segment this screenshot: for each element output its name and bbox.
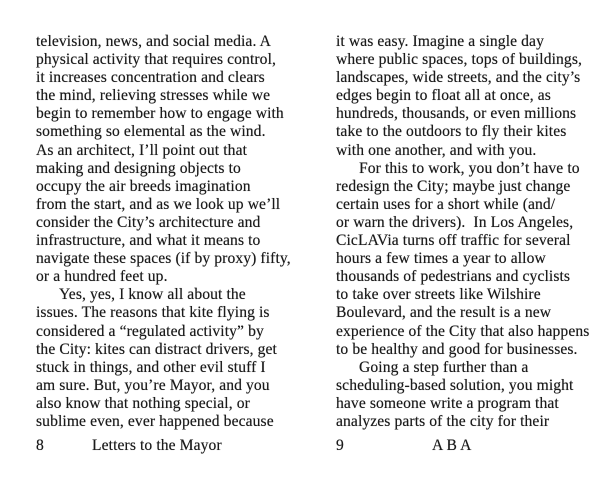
- text-line: analyzes parts of the city for their: [336, 412, 550, 430]
- text-line: stuck in things, and other evil stuff I: [36, 358, 266, 376]
- text-line: television, news, and social media. A: [36, 33, 271, 50]
- text-line: it increases concentration and clears: [36, 69, 265, 87]
- text-line: CicLAVia turns off traffic for several: [336, 232, 571, 250]
- left-page-number: 8: [36, 437, 44, 454]
- text-line: Going a step further than a: [359, 358, 529, 376]
- text-line: consider the City’s architecture and: [36, 213, 261, 231]
- text-line: have someone write a program that: [336, 394, 559, 412]
- text-line: hours a few times a year to allow: [336, 250, 546, 268]
- text-line: hundreds, thousands, or even millions: [336, 105, 577, 123]
- text-line: where public spaces, tops of buildings,: [336, 51, 582, 69]
- text-line: am sure. But, you’re Mayor, and you: [36, 376, 270, 394]
- text-line: or a hundred feet up.: [36, 268, 168, 286]
- text-line: certain uses for a short while (and/: [336, 195, 556, 213]
- text-line: to take over streets like Wilshire: [336, 286, 541, 304]
- right-page-text-column: [336, 33, 590, 431]
- left-page-text-column: [36, 33, 291, 431]
- right-running-title: A B A: [432, 437, 472, 454]
- text-line: landscapes, wide streets, and the city’s: [336, 69, 581, 87]
- text-line: sublime even, ever happened because: [36, 412, 274, 430]
- text-line: thousands of pedestrians and cyclists: [336, 268, 571, 286]
- text-line: edges begin to float all at once, as: [336, 87, 551, 105]
- text-line: something so elemental as the wind.: [36, 123, 266, 141]
- text-line: Yes, yes, I know all about the: [59, 286, 246, 304]
- text-line: redesign the City; maybe just change: [336, 177, 571, 195]
- text-line: occupy the air breeds imagination: [36, 177, 251, 195]
- text-line: issues. The reasons that kite flying is: [36, 304, 270, 322]
- text-line: with one another, and with you.: [336, 141, 537, 159]
- text-line: the City: kites can distract drivers, get: [36, 340, 277, 358]
- text-line: begin to remember how to engage with: [36, 105, 284, 123]
- text-line: For this to work, you don’t have to: [359, 159, 580, 177]
- left-running-title: Letters to the Mayor: [92, 437, 222, 454]
- text-line: or warn the drivers). In Los Angeles,: [336, 213, 574, 231]
- text-line: experience of the City that also happens: [336, 322, 590, 340]
- text-line: infrastructure, and what it means to: [36, 232, 261, 250]
- text-line: As an architect, I’ll point out that: [36, 141, 248, 159]
- text-line: the mind, relieving stresses while we: [36, 87, 271, 105]
- text-line: Boulevard, and the result is a new: [336, 304, 552, 322]
- text-line: also know that nothing special, or: [36, 394, 250, 412]
- text-line: physical activity that requires control,: [36, 51, 276, 69]
- text-line: take to the outdoors to fly their kites: [336, 123, 567, 141]
- text-line: making and designing objects to: [36, 159, 241, 177]
- text-line: scheduling-based solution, you might: [336, 376, 574, 394]
- text-line: it was easy. Imagine a single day: [336, 33, 544, 50]
- right-page-number: 9: [336, 437, 344, 454]
- text-line: considered a “regulated activity” by: [36, 322, 264, 340]
- text-line: navigate these spaces (if by proxy) fifty,: [36, 250, 291, 268]
- text-line: from the start, and as we look up we’ll: [36, 195, 281, 213]
- text-line: to be healthy and good for businesses.: [336, 340, 578, 358]
